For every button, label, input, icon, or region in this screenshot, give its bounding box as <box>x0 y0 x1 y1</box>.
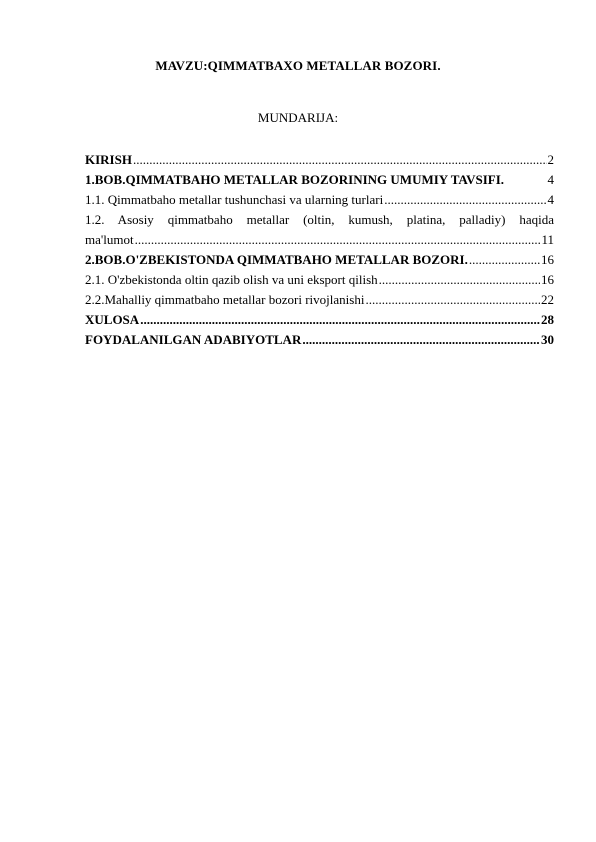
toc-page-number: 4 <box>547 172 554 187</box>
toc-page-number: 30 <box>541 332 554 347</box>
toc-entry-label-line2: ma'lumot <box>85 232 134 247</box>
toc-entry-label: 1.1. Qimmatbaho metallar tushunchasi va ularning turlari <box>85 192 384 207</box>
toc-leader-dots <box>365 290 540 310</box>
toc-page-number: 11 <box>541 232 554 247</box>
toc-entry-label: KIRISH <box>85 152 132 167</box>
toc-entry-kirish[interactable] <box>85 150 554 170</box>
toc-page-number: 4 <box>547 192 554 207</box>
document-title: MAVZU:QIMMATBAXO METALLAR BOZORI. <box>155 58 441 73</box>
toc-leader-dots <box>469 250 540 270</box>
toc-heading: MUNDARIJA: <box>257 110 339 125</box>
toc-entry-chapter-2[interactable] <box>85 250 554 270</box>
toc-entry-adabiyotlar[interactable] <box>85 330 554 350</box>
toc-entry-label-line1: 1.2. Asosiy qimmatbaho metallar (oltin, kumush, platina, palladiy) haqida <box>85 212 554 227</box>
toc-entry-label: 1.BOB.QIMMATBAHO METALLAR BOZORINING UMUMIY TAVSIFI. <box>85 172 505 187</box>
toc-entry-xulosa[interactable] <box>85 310 554 330</box>
toc-entry-label: FOYDALANILGAN ADABIYOTLAR <box>85 332 302 347</box>
toc-leader-dots <box>384 190 546 210</box>
toc-page-number: 16 <box>541 272 554 287</box>
toc-entry-section-2-2[interactable] <box>85 290 554 310</box>
toc-leader-dots <box>133 150 547 170</box>
toc-leader-dots <box>135 230 541 250</box>
table-of-contents <box>85 150 554 350</box>
toc-page-number: 16 <box>541 252 554 267</box>
toc-leader-dots <box>379 270 540 290</box>
toc-page-number: 22 <box>541 292 554 307</box>
toc-entry-chapter-1[interactable] <box>85 170 554 190</box>
toc-leader-dots <box>302 330 540 350</box>
toc-entry-section-1-2[interactable] <box>85 210 554 250</box>
toc-page-number: 28 <box>541 312 554 327</box>
toc-entry-label: XULOSA <box>85 312 140 327</box>
toc-entry-label: 2.1. O'zbekistonda oltin qazib olish va uni eksport qilish <box>85 272 378 287</box>
toc-leader-dots <box>140 310 540 330</box>
toc-page-number: 2 <box>547 152 554 167</box>
toc-entry-section-2-1[interactable] <box>85 270 554 290</box>
toc-entry-label: 2.2.Mahalliy qimmatbaho metallar bozori rivojlanishi <box>85 292 365 307</box>
toc-entry-label: 2.BOB.O'ZBEKISTONDA QIMMATBAHO METALLAR BOZORI. <box>85 252 468 267</box>
toc-entry-section-1-1[interactable] <box>85 190 554 210</box>
